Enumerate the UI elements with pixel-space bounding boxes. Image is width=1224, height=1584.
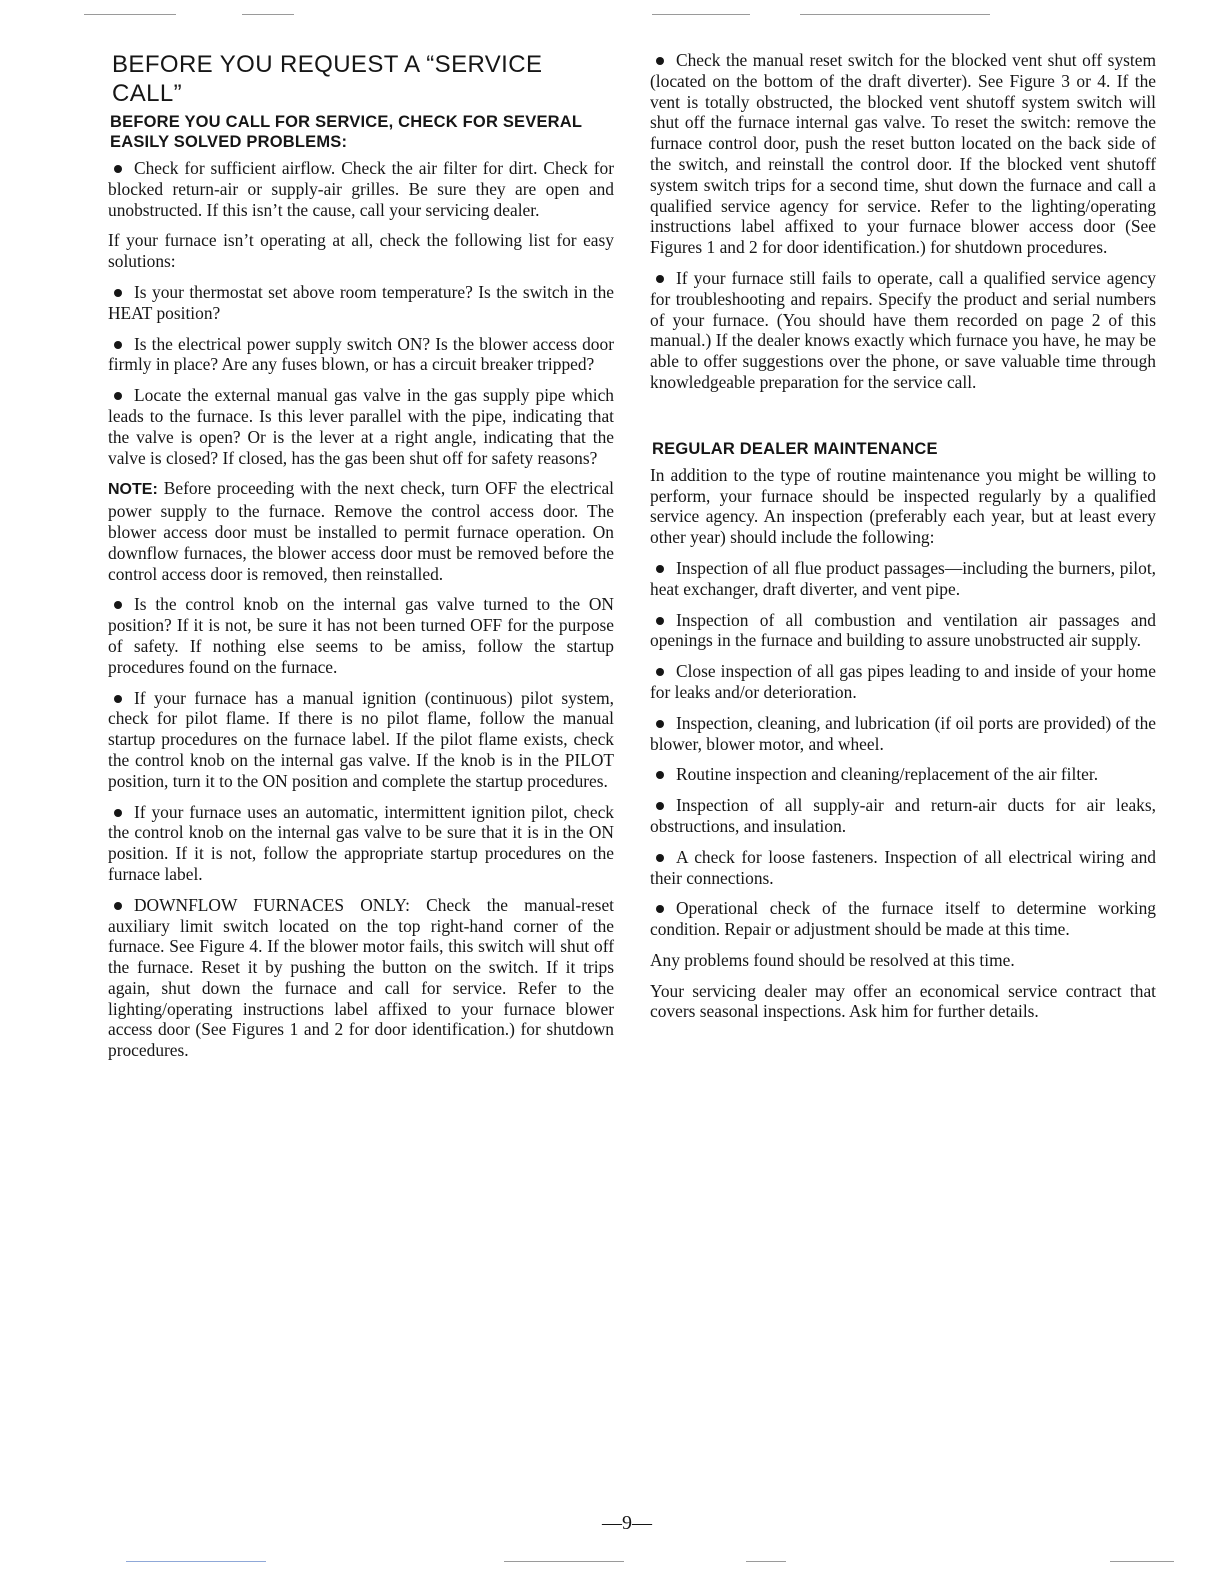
section-subheading: BEFORE YOU CALL FOR SERVICE, CHECK FOR SEVERAL EASILY SOLVED PROBLEMS:	[110, 113, 582, 151]
list-item: Inspection, cleaning, and lubrication (if oil ports are provided) of the blower, blower motor, and wheel.	[650, 712, 1156, 754]
top-rule-4	[800, 14, 990, 15]
left-column	[108, 50, 614, 1071]
bullet-icon	[656, 275, 664, 283]
list-item: Is the electrical power supply switch ON? Is the blower access door firmly in place? Are any fuses blown, or has a circuit breaker tripped?	[108, 333, 614, 375]
list-item: Is the control knob on the internal gas valve turned to the ON position? If it is not, be sure it has not been turned OFF for the purpose of safety. If nothing else seems to be amiss, follow the startup procedures found on the furnace.	[108, 594, 614, 677]
paragraph: Your servicing dealer may offer an economical service contract that covers seasonal inspections. Ask him for further details.	[650, 980, 1156, 1022]
page-number: —9—	[602, 1512, 652, 1534]
bullet-icon	[114, 341, 122, 349]
bullet-icon	[114, 809, 122, 817]
bullet-icon	[656, 802, 664, 810]
bullet-icon	[656, 617, 664, 625]
top-rule-1	[84, 14, 176, 15]
bullet-icon	[656, 905, 664, 913]
bullet-icon	[656, 720, 664, 728]
bottom-rule-3	[746, 1561, 786, 1562]
paragraph: Any problems found should be resolved at this time.	[650, 949, 1015, 970]
bullet-icon	[656, 565, 664, 573]
list-item: Check for sufficient airflow. Check the air filter for dirt. Check for blocked return-air or supply-air grilles. Be sure they are open and unobstructed. If this isn’t the cause, call your servicing dealer.	[108, 158, 614, 220]
bullet-icon	[114, 601, 122, 609]
list-item: DOWNFLOW FURNACES ONLY: Check the manual-reset auxiliary limit switch located on the top right-hand corner of the furnace. See Figure 4. If the blower motor fails, this switch will shut off the furnace. Reset it by pushing the button on the switch. If it trips again, shut down the furnace and call for service. Refer to the lighting/operating instructions label affixed to your furnace blower access door (See Figures 1 and 2 for door identification.) for shutdown procedures.	[108, 894, 614, 1061]
list-item: A check for loose fasteners. Inspection of all electrical wiring and their connections.	[650, 846, 1156, 888]
list-item: Close inspection of all gas pipes leading to and inside of your home for leaks and/or deterioration.	[650, 661, 1156, 702]
list-item: Check the manual reset switch for the blocked vent shut off system (located on the bottom of the draft diverter). See Figure 3 or 4. If the vent is totally obstructed, the blocked vent shutoff system switch will shut off the furnace internal gas valve. To reset the switch: remove the furnace control door, push the reset button located on the back side of the switch, and reinstall the control door. If the blocked vent shutoff system switch trips for a second time, shut down the furnace and call a qualified service agency for service. Refer to the lighting/operating instructions label affixed to your furnace blower access door (See Figures 1 and 2 for door identification.) for shutdown procedures.	[650, 50, 1156, 258]
list-item: If your furnace has a manual ignition (continuous) pilot system, check for pilot flame. If there is no pilot flame, follow the manual startup procedures on the furnace label. If the pilot flame exists, check the control knob on the internal gas valve. If the knob is in the PILOT position, turn it to the ON position and complete the startup procedures.	[108, 687, 614, 791]
list-item: Inspection of all flue product passages—including the burners, pilot, heat exchanger, draft diverter, and vent pipe.	[650, 557, 1156, 599]
note-paragraph: NOTE: Before proceeding with the next check, turn OFF the electrical power supply to the furnace. Remove the control access door. The blower access door must be installed to permit furnace operation. On downflow furnaces, the blower access door must be removed before the control access door is removed, then reinstalled.	[108, 478, 614, 584]
note-label: NOTE:	[108, 481, 158, 499]
right-column	[650, 50, 1156, 1032]
list-item: Inspection of all supply-air and return-air ducts for air leaks, obstructions, and insulation.	[650, 795, 1156, 836]
bullet-icon	[656, 771, 664, 779]
paragraph: In addition to the type of routine maintenance you might be willing to perform, your furnace should be inspected regularly by a qualified service agency. An inspection (preferably each year, but at least every other year) should include the following:	[650, 464, 1156, 548]
bottom-rule-2	[504, 1561, 624, 1562]
list-item: Routine inspection and cleaning/replacement of the air filter.	[650, 764, 1156, 785]
bullet-icon	[114, 289, 122, 297]
list-item: If your furnace still fails to operate, call a qualified service agency for troubleshooting and repairs. Specify the product and serial numbers of your furnace. (You should have them recorded on page 2 of this manual.) If the dealer knows exactly which furnace you have, he may be able to offer suggestions over the phone, or save valuable time through knowledgeable preparation for the service call.	[650, 267, 1156, 392]
page-title: BEFORE YOU REQUEST A “SERVICE CALL”	[112, 51, 543, 107]
paragraph: If your furnace isn’t operating at all, check the following list for easy solutions:	[108, 230, 614, 272]
top-rule-2	[242, 14, 294, 15]
list-item: Operational check of the furnace itself to determine working condition. Repair or adjustment should be made at this time.	[650, 898, 1156, 940]
bullet-icon	[656, 668, 664, 676]
list-item: Is your thermostat set above room temperature? Is the switch in the HEAT position?	[108, 281, 614, 323]
bullet-icon	[656, 57, 664, 65]
list-item: Locate the external manual gas valve in the gas supply pipe which leads to the furnace. Is this lever parallel with the pipe, indicating that the valve is open? Or is the lever at a right angle, indicating that the valve is closed? If closed, has the gas been shut off for safety reasons?	[108, 385, 614, 468]
maintenance-heading: REGULAR DEALER MAINTENANCE	[652, 439, 938, 458]
list-item: Inspection of all combustion and ventilation air passages and openings in the furnace and building to assure unobstructed air supply.	[650, 609, 1156, 651]
bottom-rule-4	[1110, 1561, 1174, 1562]
top-rule-3	[652, 14, 750, 15]
bullet-icon	[114, 695, 122, 703]
list-item: If your furnace uses an automatic, intermittent ignition pilot, check the control knob on the internal gas valve to be sure that it is in the ON position. If it is not, follow the appropriate startup procedures on the furnace label.	[108, 801, 614, 884]
bullet-icon	[656, 854, 664, 862]
bullet-icon	[114, 165, 122, 173]
bullet-icon	[114, 902, 122, 910]
bullet-icon	[114, 392, 122, 400]
bottom-rule-1	[126, 1561, 266, 1562]
